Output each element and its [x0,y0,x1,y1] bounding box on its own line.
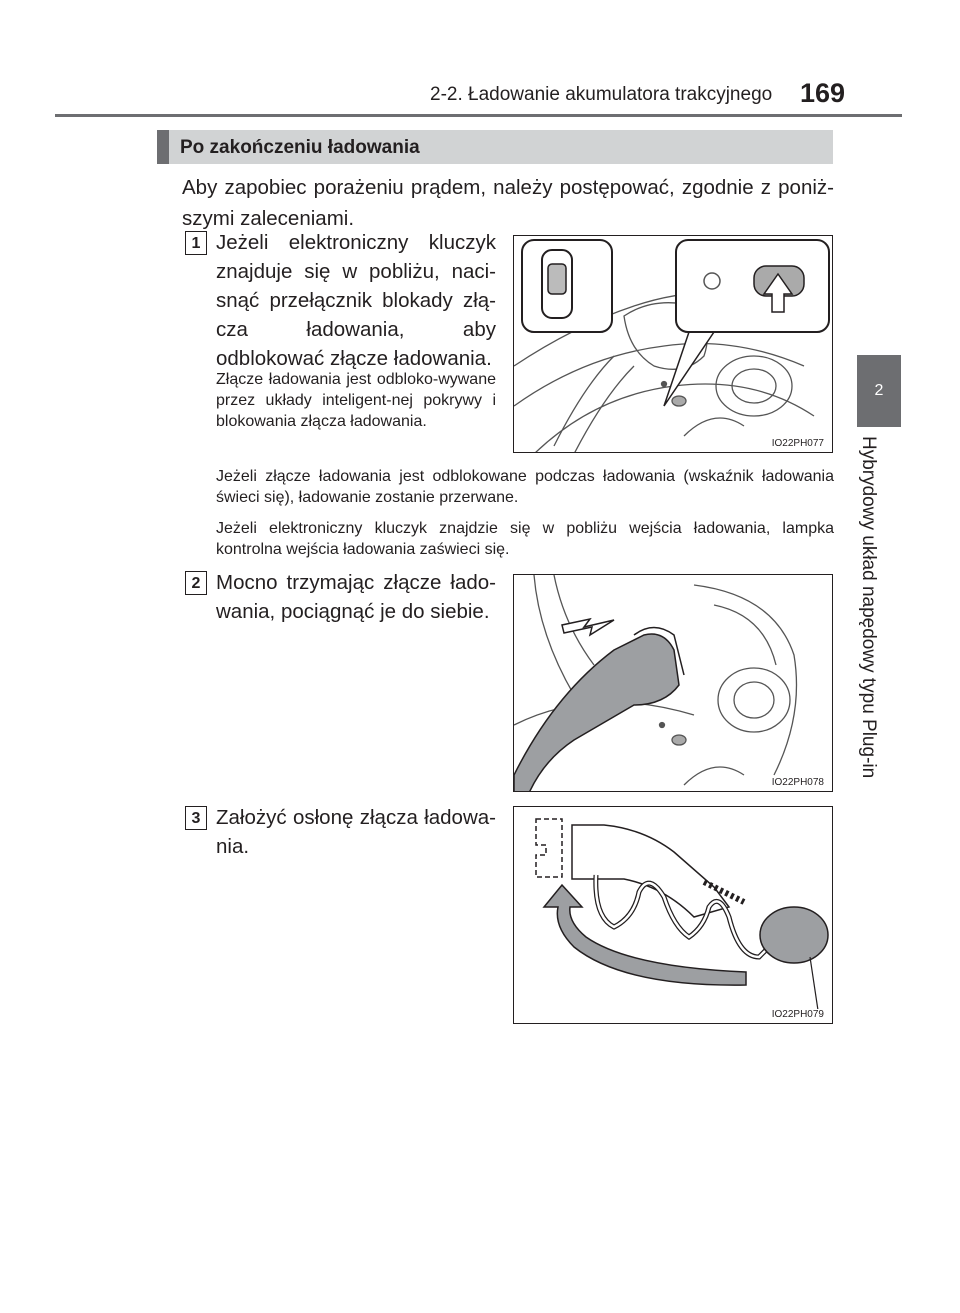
running-header-title: 2-2. Ładowanie akumulatora trakcyjnego [430,84,773,105]
section-title: Po zakończeniu ładowania [180,137,420,158]
step-1-text: Jeżeli elektroniczny kluczyk znajduje się w pobliżu, naci-snąć przełącznik blokady złą-cza ładowania, aby odblokować złącze ładowania. [216,231,496,370]
note-indicator-lamp: Jeżeli elektroniczny kluczyk znajdzie się w pobliżu wejścia ładowania, lampka kontrolna wejścia ładowania zaświeci się. [216,520,834,558]
figure-unlock-switch [513,235,833,453]
step-number-1: 1 [185,231,207,255]
figure-1-code: IO22PH077 [771,438,824,449]
section-header-accent [157,130,169,164]
step-1-note: Złącze ładowania jest odbloko-wywane przez układy inteligent-nej pokrywy i blokowania złącza ładowania. [216,371,496,430]
step-number-2: 2 [185,571,207,595]
chapter-tab-label: Hybrydowy układ napędowy typu Plug-in [858,436,879,779]
figure-cover-connector-drawing [514,807,833,1024]
step-3-text: Założyć osłonę złącza ładowa-nia. [216,806,496,858]
chapter-tab-side [857,428,901,823]
step-2-text: Mocno trzymając złącze łado-wania, pociągnąć je do siebie. [216,571,496,623]
figure-pull-connector-drawing [514,575,833,792]
figure-3-code: IO22PH079 [771,1009,824,1020]
figure-2-code: IO22PH078 [771,777,824,788]
figure-pull-connector [513,574,833,792]
header-rule [55,114,902,117]
figure-cover-connector [513,806,833,1024]
intro-paragraph: Aby zapobiec porażeniu prądem, należy postępować, zgodnie z poniż-szymi zaleceniami. [182,176,834,230]
chapter-tab-number: 2 [857,355,901,427]
page-number: 169 [800,78,846,108]
note-unlock-during-charging: Jeżeli złącze ładowania jest odblokowane podczas ładowania (wskaźnik ładowania świeci się), ładowanie zostanie przerwane. [216,468,834,506]
figure-unlock-switch-drawing [514,236,833,453]
step-number-3: 3 [185,806,207,830]
